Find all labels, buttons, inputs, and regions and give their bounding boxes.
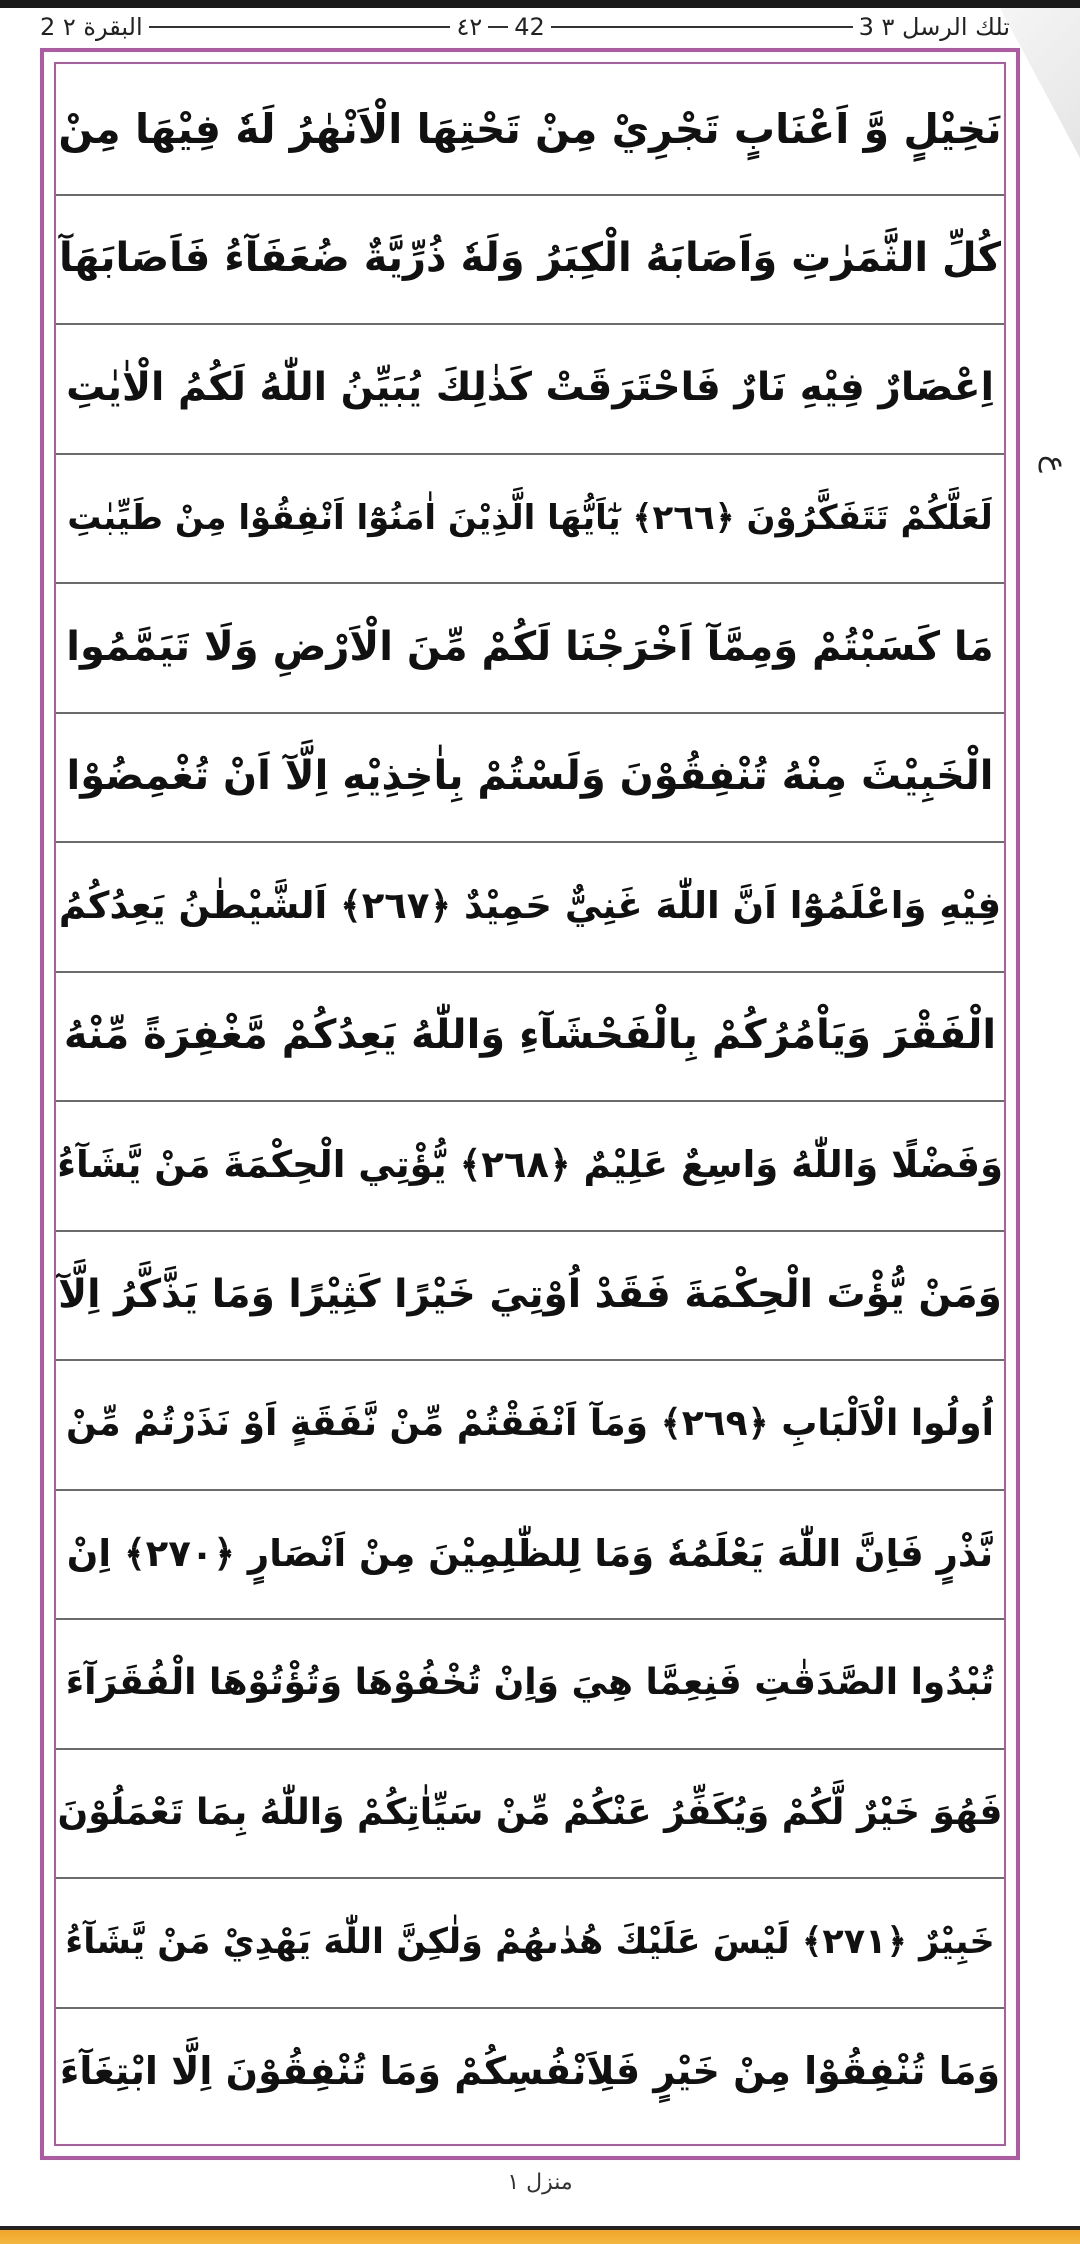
verse-line: خَبِيْرٌ ﴿٢٧١﴾ لَيْسَ عَلَيْكَ هُدٰىهُمْ وَلٰكِنَّ اللّٰهَ يَهْدِيْ مَنْ يَّشَآءُ (56, 1877, 1004, 2009)
page-footer (0, 2162, 1080, 2202)
bottom-bar (0, 2226, 1080, 2244)
manzil-label: منزل ١ (507, 2169, 573, 2195)
verse-line: فِيْهِ وَاعْلَمُوْٓا اَنَّ اللّٰهَ غَنِيٌّ حَمِيْدٌ ﴿٢٦٧﴾ اَلشَّيْطٰنُ يَعِدُكُمُ (56, 841, 1004, 973)
juz-name: 3 تلك الرسل ٣ (858, 13, 1011, 41)
page-number-arabic: ٤٢ (456, 13, 483, 41)
verse-line: كُلِّ الثَّمَرٰتِ وَاَصَابَهُ الْكِبَرُ وَلَهٗ ذُرِّيَّةٌ ضُعَفَآءُ فَاَصَابَهَآ (56, 194, 1004, 326)
verse-line: وَمَا تُنْفِقُوْا مِنْ خَيْرٍ فَلِاَنْفُسِكُمْ وَمَا تُنْفِقُوْنَ اِلَّا ابْتِغَآءَ (59, 2049, 1001, 2094)
verse-line: الْخَبِيْثَ مِنْهُ تُنْفِقُوْنَ وَلَسْتُمْ بِاٰخِذِيْهِ اِلَّآ اَنْ تُغْمِضُوْا (56, 712, 1004, 844)
verse-line: نَّذْرٍ فَاِنَّ اللّٰهَ يَعْلَمُهٗ وَمَا لِلظّٰلِمِيْنَ مِنْ اَنْصَارٍ ﴿٢٧٠﴾ اِنْ (56, 1489, 1004, 1621)
verse-line: وَمَنْ يُّؤْتَ الْحِكْمَةَ فَقَدْ اُوْتِيَ خَيْرًا كَثِيْرًا وَمَا يَذَّكَّرُ اِلَّآ (56, 1230, 1004, 1362)
text-area (54, 62, 1006, 2146)
header-rule (149, 26, 451, 28)
page-header (40, 10, 1010, 44)
verse-line: لَعَلَّكُمْ تَتَفَكَّرُوْنَ ﴿٢٦٦﴾ يٰٓاَيُّهَا الَّذِيْنَ اٰمَنُوْٓا اَنْفِقُوْا مِنْ طَيِّبٰتِ (56, 453, 1004, 585)
ruku-marker: ع (1038, 455, 1073, 473)
verse-line: فَهُوَ خَيْرٌ لَّكُمْ وَيُكَفِّرُ عَنْكُمْ مِّنْ سَيِّاٰتِكُمْ وَاللّٰهُ بِمَا تَعْمَلُوْنَ (56, 1748, 1004, 1880)
verse-line: تُبْدُوا الصَّدَقٰتِ فَنِعِمَّا هِيَ وَاِنْ تُخْفُوْهَا وَتُؤْتُوْهَا الْفُقَرَآءَ (56, 1618, 1004, 1750)
verse-line: نَخِيْلٍ وَّ اَعْنَابٍ تَجْرِيْ مِنْ تَحْتِهَا الْاَنْهٰرُ لَهٗ فِيْهَا مِنْ (56, 64, 1004, 196)
verse-line: وَفَضْلًا وَاللّٰهُ وَاسِعٌ عَلِيْمٌ ﴿٢٦٨﴾ يُّؤْتِي الْحِكْمَةَ مَنْ يَّشَآءُ (56, 1100, 1004, 1232)
page-frame (40, 48, 1020, 2160)
verse-line: اُولُوا الْاَلْبَابِ ﴿٢٦٩﴾ وَمَآ اَنْفَقْتُمْ مِّنْ نَّفَقَةٍ اَوْ نَذَرْتُمْ مِّنْ (56, 1359, 1004, 1491)
verse-line: الْفَقْرَ وَيَاْمُرُكُمْ بِالْفَحْشَآءِ وَاللّٰهُ يَعِدُكُمْ مَّغْفِرَةً مِّنْهُ (56, 971, 1004, 1103)
surah-name: 2 البقرة ٢ (40, 13, 143, 41)
verse-line: اِعْصَارٌ فِيْهِ نَارٌ فَاحْتَرَقَتْ كَذٰلِكَ يُبَيِّنُ اللّٰهُ لَكُمُ الْاٰيٰتِ (56, 323, 1004, 455)
verse-line: مَا كَسَبْتُمْ وَمِمَّآ اَخْرَجْنَا لَكُمْ مِّنَ الْاَرْضِ وَلَا تَيَمَّمُوا (56, 582, 1004, 714)
top-status-bar (0, 0, 1080, 8)
header-rule (488, 26, 508, 28)
page-number: 42 (514, 13, 545, 41)
header-rule (551, 26, 853, 28)
